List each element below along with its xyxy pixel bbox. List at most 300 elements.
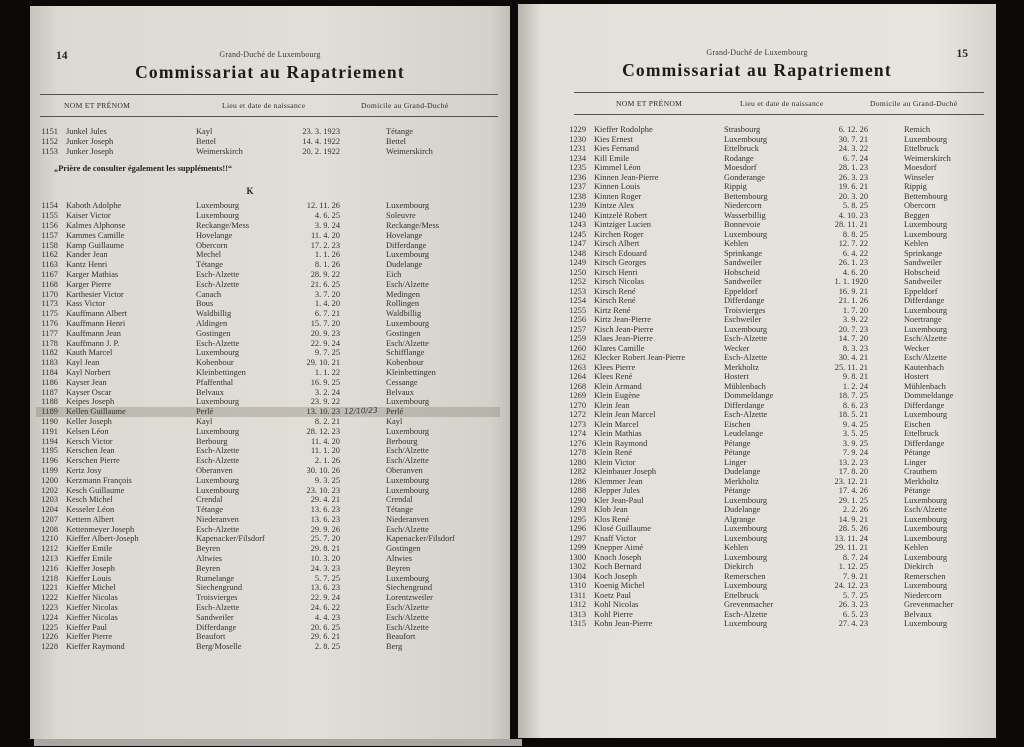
handwritten-annotation: [340, 446, 344, 456]
row-name: Kander Jean: [66, 250, 108, 260]
row-domicile: Luxembourg: [386, 318, 430, 328]
table-row: [564, 534, 988, 544]
row-birthplace: Algrange: [724, 514, 756, 524]
row-birthplace: Dudelange: [724, 505, 761, 514]
row-domicile: Eich: [386, 269, 402, 279]
handwritten-annotation: [868, 543, 872, 553]
region-label: Grand-Duché de Luxembourg: [706, 48, 808, 57]
handwritten-annotation: [868, 153, 872, 163]
row-number: 1297: [569, 533, 586, 543]
row-number: 1286: [569, 476, 586, 486]
row-name: Kies Ernest: [594, 134, 633, 144]
row-number: 1243: [569, 220, 586, 229]
row-domicile: Kehlen: [904, 543, 929, 552]
row-name: Klees René: [594, 372, 633, 381]
row-name: Klein René: [594, 448, 632, 457]
row-name: Kettenmeyer Joseph: [66, 524, 135, 534]
row-domicile: Noertrange: [904, 315, 942, 324]
row-birthdate: 1. 7. 20: [842, 305, 868, 315]
row-birthdate: 18. 5. 21: [838, 410, 868, 419]
row-domicile: Grevenmacher: [904, 600, 954, 609]
row-birthplace: Kayl: [196, 127, 213, 136]
table-row: [564, 391, 988, 401]
handwritten-annotation: [340, 427, 344, 437]
row-name: Kieffer Joseph: [66, 563, 115, 573]
row-number: 1299: [569, 543, 586, 552]
row-birthdate: 20. 7. 23: [838, 324, 868, 334]
row-birthdate: 13. 6. 23: [310, 505, 340, 515]
row-number: 1282: [569, 467, 586, 476]
row-domicile: Esch/Alzette: [904, 505, 947, 514]
row-birthplace: Pétange: [724, 448, 751, 457]
row-number: 1288: [569, 486, 586, 495]
handwritten-annotation: 12/10/23: [343, 405, 378, 416]
table-row: [36, 534, 500, 544]
row-birthdate: 2. 1. 26: [314, 456, 340, 466]
row-birthdate: 28. 11. 21: [834, 220, 868, 229]
row-birthplace: Hostert: [724, 372, 749, 381]
row-number: 1224: [41, 612, 58, 622]
row-birthdate: 3. 9. 22: [842, 315, 868, 324]
row-number: 1262: [569, 353, 586, 362]
row-domicile: Differdange: [904, 400, 945, 410]
row-birthplace: Merkholtz: [724, 362, 759, 372]
row-name: Kintziger Lucien: [594, 220, 651, 229]
row-name: Kirchen Roger: [594, 229, 644, 239]
section-letter: K: [246, 186, 254, 197]
row-birthplace: Luxembourg: [724, 134, 768, 144]
handwritten-annotation: [868, 144, 872, 154]
row-name: Junker Joseph: [66, 146, 114, 156]
handwritten-annotation: [868, 571, 872, 581]
row-number: 1153: [41, 146, 58, 156]
row-number: 1263: [569, 362, 586, 372]
row-domicile: Gostingen: [386, 544, 421, 554]
row-birthplace: Luxembourg: [724, 229, 768, 239]
row-domicile: Linger: [904, 457, 927, 467]
row-domicile: Esch/Alzette: [386, 603, 429, 613]
table-row: [36, 613, 500, 623]
row-birthdate: 21. 1. 26: [838, 296, 868, 305]
handwritten-annotation: [340, 642, 344, 652]
row-birthplace: Troisvierges: [196, 593, 238, 603]
table-row: [564, 135, 988, 145]
row-birthplace: Tétange: [196, 260, 223, 270]
row-name: Kayl Jean: [66, 358, 100, 368]
row-name: Kieffer Paul: [66, 622, 108, 632]
table-row: [36, 554, 500, 564]
row-name: Kinnen Louis: [594, 182, 640, 191]
row-name: Kirsch Georges: [594, 258, 647, 267]
handwritten-annotation: [868, 514, 872, 524]
row-domicile: Luxembourg: [904, 581, 948, 590]
column-name: NOM ET PRÉNOM: [616, 99, 683, 108]
table-row: [36, 632, 500, 642]
row-birthplace: Luxembourg: [196, 397, 240, 407]
row-birthdate: 20. 3. 20: [838, 191, 868, 201]
row-birthplace: Luxembourg: [724, 552, 768, 562]
row-birthplace: Luxembourg: [724, 533, 768, 543]
row-birthdate: 26. 3. 23: [838, 172, 868, 182]
row-number: 1239: [569, 201, 586, 210]
row-name: Kieffer Nicolas: [66, 593, 118, 603]
row-number: 1260: [569, 343, 586, 353]
row-name: Kohn Jean-Pierre: [594, 619, 653, 628]
table-row: [36, 623, 500, 633]
row-number: 1237: [569, 182, 586, 191]
row-birthplace: Grevenmacher: [724, 600, 774, 609]
handwritten-annotation: [868, 600, 872, 610]
row-birthdate: 25. 7. 20: [310, 534, 340, 544]
row-name: Klein Raymond: [594, 438, 648, 448]
row-number: 1225: [41, 622, 58, 632]
row-birthdate: 1. 1. 22: [314, 367, 340, 377]
row-birthplace: Luxembourg: [724, 324, 768, 334]
row-domicile: Luxembourg: [386, 397, 430, 407]
row-name: Klein Armand: [594, 381, 642, 391]
handwritten-annotation: [340, 554, 344, 564]
table-row: [36, 329, 500, 339]
row-number: 1168: [41, 279, 58, 289]
row-number: 1274: [569, 429, 586, 438]
row-domicile: Beggen: [904, 210, 930, 220]
row-birthplace: Differdange: [196, 622, 237, 632]
row-name: Kleinbauer Joseph: [594, 467, 657, 476]
row-number: 1300: [569, 552, 586, 562]
row-birthdate: 29. 9. 26: [310, 524, 340, 534]
handwritten-annotation: [868, 201, 872, 211]
page-title: Commissariat au Rapatriement: [135, 62, 405, 82]
row-birthplace: Esch-Alzette: [724, 334, 768, 343]
row-domicile: Remich: [904, 125, 931, 134]
row-birthplace: Esch-Alzette: [196, 456, 240, 466]
row-number: 1228: [41, 642, 58, 652]
table-row: [564, 220, 988, 230]
row-birthplace: Moesdorf: [724, 163, 757, 172]
row-number: 1194: [41, 436, 58, 446]
row-name: Klaes Jean-Pierre: [594, 334, 653, 343]
row-name: Kieffer Michel: [66, 583, 116, 593]
table-row: [36, 574, 500, 584]
table-row: [564, 182, 988, 192]
row-number: 1273: [569, 419, 586, 429]
row-domicile: Weimerskirch: [386, 146, 433, 156]
row-domicile: Beaufort: [386, 632, 416, 642]
row-birthdate: 8. 8. 25: [842, 229, 868, 239]
row-birthdate: 7. 9. 24: [842, 448, 868, 457]
row-name: Kauffmann Jean: [66, 328, 121, 338]
handwritten-annotation: [868, 552, 872, 562]
row-domicile: Hobscheid: [904, 267, 940, 277]
row-number: 1163: [41, 260, 58, 270]
row-number: 1230: [569, 134, 586, 144]
row-birthplace: Ettelbruck: [724, 144, 759, 153]
row-domicile: Bettel: [386, 136, 407, 146]
row-birthdate: 29. 6. 21: [310, 632, 340, 642]
table-row: [36, 127, 500, 137]
row-birthplace: Esch-Alzette: [196, 279, 240, 289]
row-name: Kieffer Emile: [66, 544, 113, 554]
row-domicile: Rippig: [904, 182, 927, 191]
row-number: 1272: [569, 410, 586, 419]
row-number: 1154: [41, 201, 58, 211]
table-row: [564, 268, 988, 278]
handwritten-annotation: [340, 544, 344, 554]
row-birthplace: Bettembourg: [724, 191, 768, 201]
handwritten-annotation: [340, 319, 344, 329]
row-domicile: Esch/Alzette: [386, 622, 429, 632]
handwritten-annotation: [340, 309, 344, 319]
entries-main: [36, 201, 500, 652]
row-birthdate: 9. 4. 25: [842, 419, 868, 429]
row-name: Kieffer Albert-Joseph: [66, 534, 139, 544]
row-birthdate: 23. 3. 1923: [302, 127, 340, 136]
handwritten-annotation: [868, 590, 872, 600]
row-birthdate: 24. 6. 22: [310, 603, 340, 613]
row-birthplace: Gostingen: [196, 328, 231, 338]
row-domicile: Luxembourg: [904, 220, 948, 229]
row-birthdate: 13. 10. 23: [306, 407, 340, 417]
row-domicile: Rollingen: [386, 299, 420, 309]
row-number: 1252: [569, 277, 586, 286]
row-domicile: Kleinbettingen: [386, 367, 436, 377]
row-number: 1255: [569, 305, 586, 315]
row-domicile: Waldbillig: [386, 309, 422, 319]
row-birthplace: Bettel: [196, 136, 217, 146]
row-domicile: Sandweiler: [904, 258, 942, 267]
table-row: [564, 144, 988, 154]
row-name: Kettern Albert: [66, 514, 115, 524]
handwritten-annotation: [868, 362, 872, 372]
row-birthplace: Eischen: [724, 419, 751, 429]
row-birthdate: 3. 9. 25: [842, 438, 868, 448]
row-domicile: Esch/Alzette: [386, 456, 429, 466]
row-number: 1280: [569, 457, 586, 467]
handwritten-annotation: [868, 448, 872, 458]
row-birthplace: Esch-Alzette: [196, 524, 240, 534]
handwritten-annotation: [340, 250, 344, 260]
table-row: [36, 437, 500, 447]
row-birthdate: 9. 7. 25: [314, 348, 340, 358]
handwritten-annotation: [868, 324, 872, 334]
row-domicile: Niederanven: [386, 514, 429, 524]
row-domicile: Mühlenbach: [904, 381, 946, 391]
region-label: Grand-Duché de Luxembourg: [219, 50, 321, 59]
row-birthplace: Esch-Alzette: [196, 603, 240, 613]
row-domicile: Kehlen: [904, 239, 929, 248]
row-birthdate: 17. 4. 26: [838, 486, 868, 495]
row-domicile: Perlé: [386, 407, 404, 417]
handwritten-annotation: [868, 163, 872, 173]
row-name: Kieffer Raymond: [66, 642, 125, 652]
row-birthplace: Kapenacker/Filsdorf: [196, 534, 265, 544]
row-name: Knaff Victor: [594, 533, 637, 543]
row-name: Kirtz René: [594, 305, 631, 315]
handwritten-annotation: [868, 562, 872, 572]
table-row: [564, 458, 988, 468]
row-domicile: Luxembourg: [904, 533, 948, 543]
handwritten-annotation: [868, 315, 872, 325]
row-domicile: Luxembourg: [386, 485, 430, 495]
row-birthdate: 6. 4. 22: [842, 248, 868, 258]
row-birthdate: 13. 6. 23: [310, 514, 340, 524]
row-domicile: Kautenbach: [904, 362, 944, 372]
row-number: 1203: [41, 495, 58, 505]
handwritten-annotation: [340, 632, 344, 642]
row-domicile: Tétange: [386, 127, 413, 136]
table-row: [564, 287, 988, 297]
row-birthdate: 19. 6. 21: [838, 182, 868, 191]
row-domicile: Sprinkange: [904, 248, 943, 258]
row-birthplace: Luxembourg: [196, 201, 240, 211]
row-birthdate: 13. 6. 23: [310, 583, 340, 593]
table-row: [36, 378, 500, 388]
table-row: [564, 249, 988, 259]
row-name: Kieffer Rodolphe: [594, 125, 653, 134]
row-domicile: Crendal: [386, 495, 413, 505]
table-row: [564, 477, 988, 487]
row-domicile: Niedercorn: [904, 590, 942, 600]
row-name: Kies Fernand: [594, 144, 639, 153]
row-birthdate: 4. 6. 25: [314, 211, 340, 221]
row-birthplace: Beyren: [196, 563, 221, 573]
row-birthplace: Canach: [196, 289, 222, 299]
row-birthdate: 18. 7. 25: [838, 391, 868, 400]
row-domicile: Pétange: [904, 448, 931, 457]
row-number: 1229: [569, 125, 586, 134]
row-name: Kinnen Roger: [594, 191, 642, 201]
row-birthplace: Esch-Alzette: [724, 353, 768, 362]
row-name: Kantz Henri: [66, 260, 108, 270]
handwritten-annotation: [868, 524, 872, 534]
row-birthplace: Sandweiler: [196, 612, 234, 622]
row-birthplace: Berg/Moselle: [196, 642, 242, 652]
handwritten-annotation: [340, 603, 344, 613]
table-row: [36, 339, 500, 349]
handwritten-annotation: [868, 609, 872, 619]
table-row: [36, 564, 500, 574]
row-number: 1176: [41, 318, 58, 328]
handwritten-annotation: [340, 329, 344, 339]
row-domicile: Cessange: [386, 377, 418, 387]
handwritten-annotation: [868, 467, 872, 477]
row-domicile: Luxembourg: [904, 305, 948, 315]
row-name: Klein Jean: [594, 400, 630, 410]
handwritten-annotation: [340, 387, 344, 397]
supplements-note: „Prière de consulter également les suppléments!!“: [54, 164, 233, 174]
row-domicile: Berg: [386, 642, 403, 652]
table-row: [564, 296, 988, 306]
row-birthdate: 4. 4. 23: [314, 612, 340, 622]
row-number: 1157: [41, 230, 58, 240]
row-name: Kalmes Alphonse: [66, 220, 126, 230]
row-domicile: Bettembourg: [904, 191, 948, 201]
row-domicile: Luxembourg: [386, 250, 430, 260]
column-domicile: Domicile au Grand-Duché: [870, 99, 958, 108]
row-number: 1313: [569, 609, 586, 619]
row-birthdate: 20. 9. 23: [310, 328, 340, 338]
handwritten-annotation: [868, 391, 872, 401]
row-birthdate: 11. 4. 20: [310, 230, 340, 240]
row-name: Kerschen Jean: [66, 446, 115, 456]
table-row: [564, 325, 988, 335]
row-number: 1207: [41, 514, 58, 524]
handwritten-annotation: [868, 619, 872, 629]
handwritten-annotation: [340, 613, 344, 623]
row-name: Kinnen Jean-Pierre: [594, 172, 659, 182]
handwritten-annotation: [868, 334, 872, 344]
row-name: Klein Eugène: [594, 391, 640, 400]
row-birthdate: 20. 2. 1922: [302, 146, 340, 156]
row-birthdate: 30. 7. 21: [838, 134, 868, 144]
row-name: Keller Joseph: [66, 416, 112, 426]
row-number: 1256: [569, 315, 586, 324]
handwritten-annotation: [340, 211, 344, 221]
row-number: 1312: [569, 600, 586, 609]
row-birthplace: Eppeldorf: [724, 286, 758, 296]
table-row: [564, 277, 988, 287]
row-name: Kieffer Pierre: [66, 632, 113, 642]
row-birthplace: Eschweiler: [724, 315, 762, 324]
handwritten-annotation: [340, 564, 344, 574]
page-number-right: 15: [956, 48, 968, 60]
row-domicile: Merkholtz: [904, 476, 939, 486]
row-number: 1235: [569, 163, 586, 172]
handwritten-annotation: [868, 210, 872, 220]
row-name: Klepper Jules: [594, 486, 640, 495]
handwritten-annotation: [868, 305, 872, 315]
row-birthdate: 9. 8. 21: [842, 372, 868, 381]
row-birthdate: 24. 3. 22: [838, 144, 868, 153]
row-birthdate: 29. 8. 21: [310, 544, 340, 554]
table-row: [36, 309, 500, 319]
handwritten-annotation: [340, 127, 344, 137]
handwritten-annotation: [340, 201, 344, 211]
row-birthdate: 16. 9. 21: [838, 286, 868, 296]
row-birthplace: Belvaux: [196, 387, 224, 397]
row-birthdate: 6. 5. 23: [842, 609, 868, 619]
table-row: [564, 315, 988, 325]
table-row: [36, 417, 500, 427]
row-domicile: Luxembourg: [904, 134, 948, 144]
table-row: [36, 515, 500, 525]
page-title: Commissariat au Rapatriement: [622, 60, 892, 80]
handwritten-annotation: [340, 495, 344, 505]
row-domicile: Luxembourg: [904, 495, 948, 505]
row-name: Kintze Alex: [594, 201, 635, 210]
row-birthdate: 9. 3. 25: [314, 475, 340, 485]
row-number: 1293: [569, 505, 586, 514]
row-birthplace: Crendal: [196, 495, 223, 505]
handwritten-annotation: [340, 270, 344, 280]
row-birthplace: Altwies: [196, 554, 223, 564]
handwritten-annotation: [868, 277, 872, 287]
table-row: [36, 446, 500, 456]
row-birthdate: 26. 1. 23: [838, 258, 868, 267]
row-name: Klosé Guillaume: [594, 524, 651, 533]
table-row: [36, 137, 500, 147]
row-name: Kertz Josy: [66, 465, 102, 475]
table-row: [564, 619, 988, 629]
row-name: Kieffer Nicolas: [66, 603, 118, 613]
row-number: 1162: [41, 250, 58, 260]
row-domicile: Differdange: [904, 438, 945, 448]
row-birthplace: Sprinkange: [724, 248, 763, 258]
table-row: [564, 562, 988, 572]
table-row: [36, 544, 500, 554]
row-number: 1199: [41, 465, 58, 475]
table-row: [564, 192, 988, 202]
